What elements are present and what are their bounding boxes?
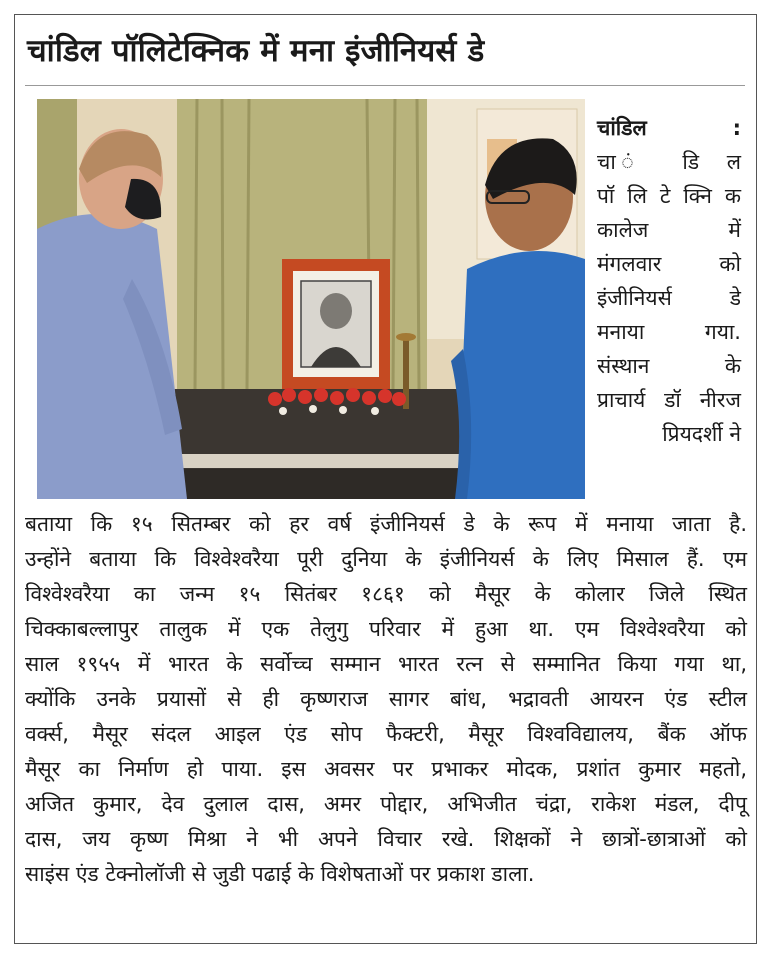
- body-line: विश्वेश्वरैया का जन्म १५ सितंबर १८६१ को मैसूर के कोलार जिले स्थित: [25, 582, 747, 606]
- headline-divider: [25, 85, 745, 86]
- side-line: पॉ लि टे क्नि क: [597, 184, 741, 208]
- newspaper-clipping: [14, 14, 757, 944]
- side-line: संस्थान के: [597, 354, 741, 378]
- body-line: चिक्काबल्लापुर तालुक में एक तेलुगु परिवार में हुआ था. एम विश्वेश्वरैया को: [25, 617, 747, 641]
- side-line: मनाया गया.: [597, 320, 741, 344]
- article-headline: चांडिल पॉलिटेक्निक में मना इंजीनियर्स डे: [27, 33, 485, 69]
- side-line: चा ं डि ल: [597, 150, 741, 174]
- body-line: मैसूर का निर्माण हो पाया. इस अवसर पर प्रभाकर मोदक, प्रशांत कुमार महतो,: [25, 757, 747, 781]
- dateline: चांडिल :: [597, 116, 741, 140]
- body-line: अजित कुमार, देव दुलाल दास, अमर पोद्दार, अभिजीत चंद्रा, राकेश मंडल, दीपू: [25, 792, 747, 816]
- body-line: साइंस एंड टेक्नोलॉजी से जुडी पढाई के विशेषताओं पर प्रकाश डाला.: [25, 862, 535, 886]
- side-column-text: [597, 111, 741, 451]
- article-photo: [37, 99, 585, 499]
- body-line: साल १९५५ में भारत के सर्वोच्च सम्मान भारत रत्न से सम्मानित किया गया था,: [25, 652, 747, 676]
- side-line: प्राचार्य डॉ नीरज: [597, 388, 741, 412]
- side-line: मंगलवार को: [597, 252, 741, 276]
- body-line: उन्होंने बताया कि विश्वेश्वरैया पूरी दुनिया के इंजीनियर्स के लिए मिसाल हैं. एम: [25, 547, 747, 571]
- side-line: इंजीनियर्स डे: [597, 286, 741, 310]
- side-line: प्रियदर्शी ने: [662, 422, 741, 446]
- article-body: [25, 507, 747, 892]
- body-line: क्योंकि उनके प्रयासों से ही कृष्णराज सागर बांध, भद्रावती आयरन एंड स्टील: [25, 687, 747, 711]
- body-line: दास, जय कृष्ण मिश्रा ने भी अपने विचार रखे. शिक्षकों ने छात्रों-छात्राओं को: [25, 827, 747, 851]
- body-line: बताया कि १५ सितम्बर को हर वर्ष इंजीनियर्स डे के रूप में मनाया जाता है.: [25, 512, 747, 536]
- body-line: वर्क्स, मैसूर संदल आइल एंड सोप फैक्टरी, मैसूर विश्वविद्यालय, बैंक ऑफ: [25, 722, 747, 746]
- side-line: कालेज में: [597, 218, 741, 242]
